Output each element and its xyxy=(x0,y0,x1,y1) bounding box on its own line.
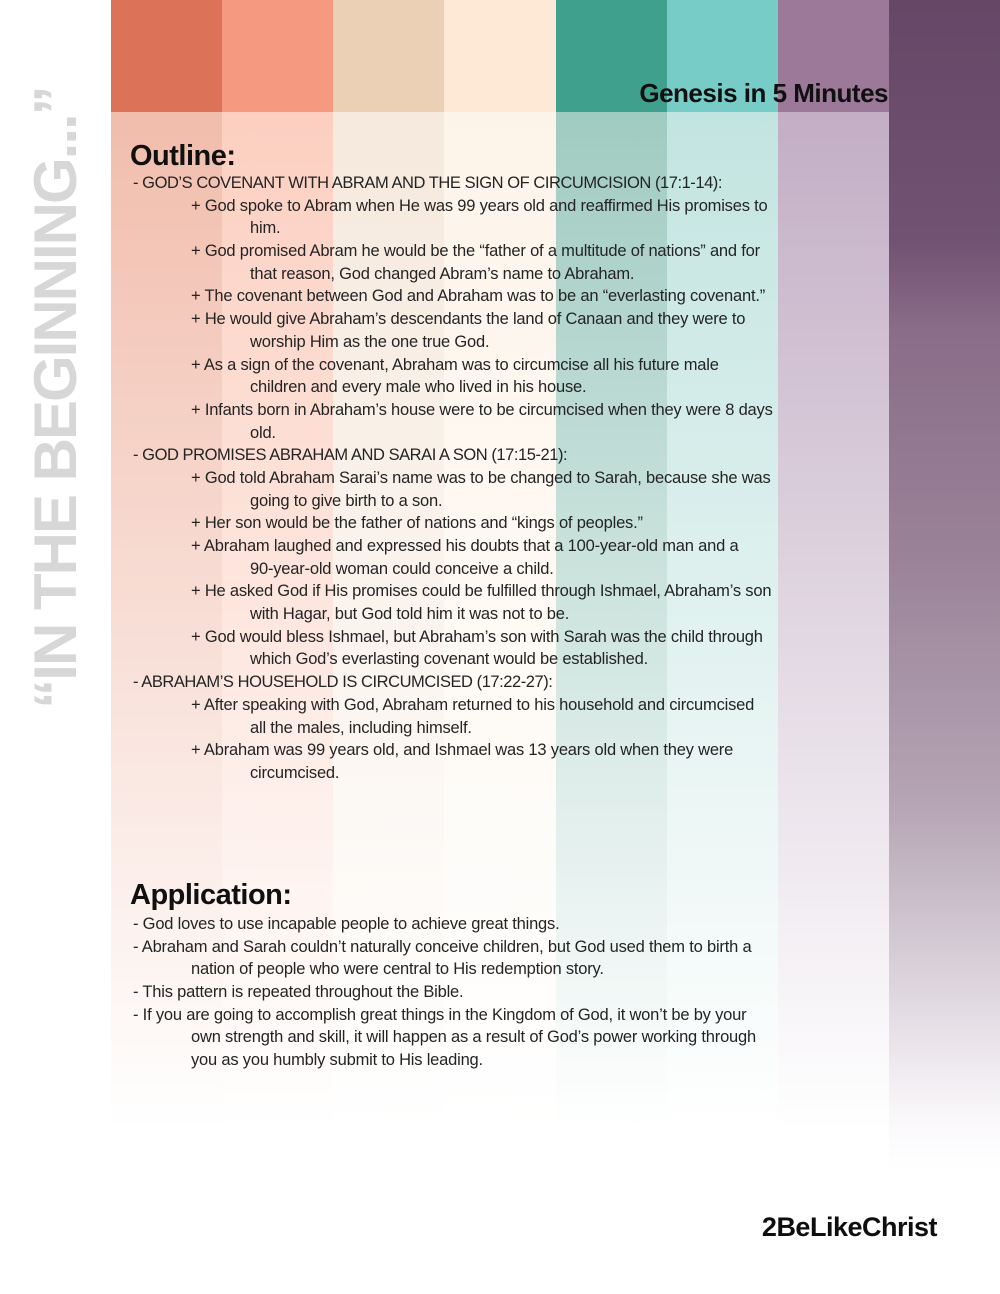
outline-line: + Infants born in Abraham’s house were to be circumcised when they were 8 days xyxy=(191,400,773,419)
vertical-watermark: “IN THE BEGINNING...” xyxy=(22,87,89,709)
outline-line: that reason, God changed Abram’s name to Abraham. xyxy=(250,264,635,283)
outline-line: + He asked God if His promises could be fulfilled through Ishmael, Abraham’s son xyxy=(191,582,772,601)
application-line: you as you humbly submit to His leading. xyxy=(191,1051,483,1070)
outline-line: - ABRAHAM’S HOUSEHOLD IS CIRCUMCISED (17:22-27): xyxy=(133,673,553,692)
outline-line: + After speaking with God, Abraham returned to his household and circumcised xyxy=(191,695,755,714)
outline-line: + As a sign of the covenant, Abraham was to circumcise all his future male xyxy=(191,355,719,374)
application-line: - Abraham and Sarah couldn’t naturally conceive children, but God used them to birth a xyxy=(133,937,752,956)
application-line: nation of people who were central to His redemption story. xyxy=(191,960,604,979)
outline-heading: Outline: xyxy=(130,140,236,172)
outline-line: him. xyxy=(250,219,281,238)
outline-line: going to give birth to a son. xyxy=(250,491,443,510)
outline-line: all the males, including himself. xyxy=(250,718,472,737)
application-line: - If you are going to accomplish great things in the Kingdom of God, it won’t be by your xyxy=(133,1005,747,1024)
application-line: own strength and skill, it will happen as a result of God’s power working through xyxy=(191,1028,756,1047)
outline-line: circumcised. xyxy=(250,763,340,782)
outline-line: + God spoke to Abram when He was 99 years old and reaffirmed His promises to xyxy=(191,196,768,215)
outline-line: children and every male who lived in his house. xyxy=(250,378,587,397)
brand-logo-text: 2BeLikeChrist xyxy=(761,1212,937,1242)
outline-line: + The covenant between God and Abraham was to be an “everlasting covenant.” xyxy=(191,287,766,306)
outline-line: which God’s everlasting covenant would be established. xyxy=(250,650,648,669)
outline-line: - GOD’S COVENANT WITH ABRAM AND THE SIGN OF CIRCUMCISION (17:1-14): xyxy=(133,174,722,192)
outline-line: + He would give Abraham’s descendants the land of Canaan and they were to xyxy=(191,310,746,329)
application-line: - God loves to use incapable people to achieve great things. xyxy=(133,915,560,933)
outline-line: + God told Abraham Sarai’s name was to be changed to Sarah, because she was xyxy=(191,468,771,487)
outline-line: with Hagar, but God told him it was not to be. xyxy=(250,605,570,624)
outline-line: + God would bless Ishmael, but Abraham’s son with Sarah was the child through xyxy=(191,627,763,646)
outline-line: - GOD PROMISES ABRAHAM AND SARAI A SON (17:15-21): xyxy=(133,446,568,465)
outline-line: + Abraham was 99 years old, and Ishmael was 13 years old when they were xyxy=(191,741,734,760)
outline-line: + Abraham laughed and expressed his doubts that a 100-year-old man and a xyxy=(191,537,739,555)
outline-line: + God promised Abram he would be the “father of a multitude of nations” and for xyxy=(191,242,760,261)
outline-line: worship Him as the one true God. xyxy=(250,332,490,351)
application-heading: Application: xyxy=(130,879,292,911)
outline-line: old. xyxy=(250,423,276,442)
outline-line: 90-year-old woman could conceive a child. xyxy=(250,559,554,578)
application-line: - This pattern is repeated throughout the Bible. xyxy=(133,983,464,1002)
outline-line: + Her son would be the father of nations and “kings of peoples.” xyxy=(191,514,643,533)
page-title: Genesis in 5 Minutes xyxy=(639,78,888,108)
application-list xyxy=(133,913,1000,1072)
outline-list xyxy=(133,172,1000,785)
